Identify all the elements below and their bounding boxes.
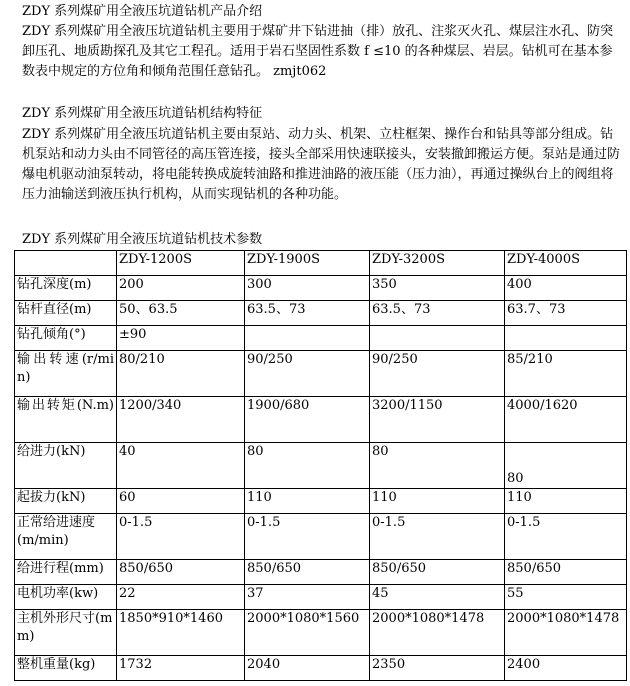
- table-row: [15, 326, 627, 351]
- table-cell: 1732: [117, 656, 245, 681]
- table-cell: 3200/1150: [370, 397, 505, 443]
- table-cell: 1200/340: [117, 397, 245, 443]
- row-label: 钻孔深度(m): [15, 276, 117, 301]
- structure-body: ZDY 系列煤矿用全液压坑道钻机主要由泵站、动力头、机架、立柱框架、操作台和钻具等部分组成。钻机泵站和动力头由不同管径的高压管连接，接头全部采用快速联接头，安装撤卸搬运方便。泵站是通过防爆电机驱动油泵转动，将电能转换成旋转油路和推进油路的液压能（压力油），再通过操纵台上的阀组将压力油输送到液压执行机构，从而实现钻机的各种功能。: [22, 127, 621, 202]
- table-cell: 850/650: [370, 560, 505, 585]
- table-cell: 0-1.5: [370, 514, 505, 560]
- table-cell: 55: [505, 585, 627, 610]
- table-cell: 4000/1620: [505, 397, 627, 443]
- row-label: 主机外形尺寸(mm): [15, 610, 117, 656]
- table-cell: 2000*1080*1560: [245, 610, 370, 656]
- table-cell: 110: [370, 489, 505, 514]
- header-cell: ZDY-4000S: [505, 251, 627, 276]
- row-label: 正常给进速度(m/min): [15, 514, 117, 560]
- table-cell: [370, 326, 505, 351]
- table-cell: 90/250: [370, 351, 505, 397]
- table-row: [15, 443, 627, 489]
- table-cell: ±90: [117, 326, 245, 351]
- table-cell: 0-1.5: [117, 514, 245, 560]
- table-cell: [505, 326, 627, 351]
- row-label: 给进力(kN): [15, 443, 117, 489]
- table-row: [15, 514, 627, 560]
- table-cell: 350: [370, 276, 505, 301]
- table-cell: 40: [117, 443, 245, 489]
- table-row: [15, 610, 627, 656]
- table-row: [15, 301, 627, 326]
- table-cell: 300: [245, 276, 370, 301]
- table-cell: 2000*1080*1478: [505, 610, 627, 656]
- header-cell: ZDY-1200S: [117, 251, 245, 276]
- table-cell: 200: [117, 276, 245, 301]
- table-cell: 22: [117, 585, 245, 610]
- table-cell: 80: [505, 443, 627, 489]
- table-row: [15, 656, 627, 681]
- table-cell: 2350: [370, 656, 505, 681]
- table-cell: 0-1.5: [505, 514, 627, 560]
- structure-title: ZDY 系列煤矿用全液压坑道钻机结构特征: [22, 106, 263, 121]
- table-cell: 63.5、73: [245, 301, 370, 326]
- table-cell: 2400: [505, 656, 627, 681]
- table-cell: 850/650: [505, 560, 627, 585]
- table-title: ZDY 系列煤矿用全液压坑道钻机技术参数: [22, 232, 263, 247]
- table-cell: 2040: [245, 656, 370, 681]
- table-cell: 850/650: [117, 560, 245, 585]
- intro-title: ZDY 系列煤矿用全液压坑道钻机产品介绍: [22, 4, 263, 19]
- table-row: [15, 276, 627, 301]
- table-cell: 1850*910*1460: [117, 610, 245, 656]
- table-cell: 63.5、73: [370, 301, 505, 326]
- table-row: [15, 489, 627, 514]
- row-label: 输出转速(r/min): [15, 351, 117, 397]
- table-cell: 37: [245, 585, 370, 610]
- table-header-row: [15, 251, 627, 276]
- table-row: [15, 560, 627, 585]
- spec-table: [14, 250, 627, 681]
- row-label: 起拔力(kN): [15, 489, 117, 514]
- table-cell: 80: [245, 443, 370, 489]
- table-cell: 50、63.5: [117, 301, 245, 326]
- table-cell: 80/210: [117, 351, 245, 397]
- table-cell: 850/650: [245, 560, 370, 585]
- table-cell: 45: [370, 585, 505, 610]
- table-cell: 80: [370, 443, 505, 489]
- table-cell: 63.7、73: [505, 301, 627, 326]
- table-row: [15, 585, 627, 610]
- row-label: 整机重量(kg): [15, 656, 117, 681]
- header-cell: ZDY-3200S: [370, 251, 505, 276]
- table-cell: 60: [117, 489, 245, 514]
- table-cell: 400: [505, 276, 627, 301]
- intro-body: ZDY 系列煤矿用全液压坑道钻机主要用于煤矿井下钻进抽（排）放孔、注浆灭火孔、煤层注水孔、防突卸压孔、地质勘探孔及其它工程孔。适用于岩石坚固性系数 f ≤10 的各种煤层、岩层。钻机可在基本参数表中规定的方位角和倾角范围任意钻孔。 zmjt062: [22, 24, 614, 79]
- header-cell: ZDY-1900S: [245, 251, 370, 276]
- table-cell: 2000*1080*1478: [370, 610, 505, 656]
- table-row: [15, 397, 627, 443]
- row-label: 钻孔倾角(°): [15, 326, 117, 351]
- table-cell: 85/210: [505, 351, 627, 397]
- table-row: [15, 351, 627, 397]
- table-cell: 90/250: [245, 351, 370, 397]
- table-cell: 110: [245, 489, 370, 514]
- row-label: 给进行程(mm): [15, 560, 117, 585]
- table-cell: 1900/680: [245, 397, 370, 443]
- header-cell: [15, 251, 117, 276]
- table-cell: 110: [505, 489, 627, 514]
- row-label: 电机功率(kw): [15, 585, 117, 610]
- row-label: 钻杆直径(m): [15, 301, 117, 326]
- row-label: 输出转矩(N.m): [15, 397, 117, 443]
- table-cell: 0-1.5: [245, 514, 370, 560]
- table-cell: [245, 326, 370, 351]
